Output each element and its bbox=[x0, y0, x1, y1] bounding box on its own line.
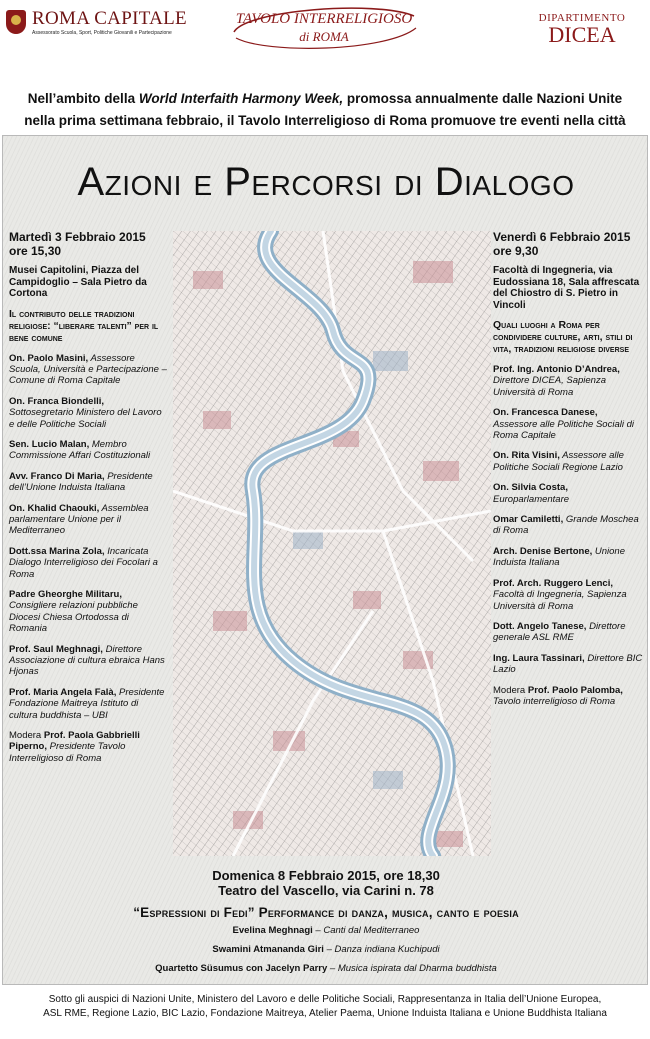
speaker-entry bbox=[9, 687, 169, 721]
day2-session-title: Quali luoghi a Roma per condividere culture, arti, stili di vita, tradizioni religiose diverse bbox=[493, 319, 633, 355]
performer-description: – Canti dal Mediterraneo bbox=[312, 925, 420, 936]
speaker-name: Arch. Denise Bertone, bbox=[493, 545, 593, 557]
day2-venue: Facoltà di Ingegneria, via Eudossiana 18, Sala affrescata del Chiostro di S. Pietro in Vincoli bbox=[493, 265, 640, 311]
day3-event-title: “Espressioni di Fedi” Performance di danza, musica, canto e poesia bbox=[133, 905, 519, 920]
speaker-entry bbox=[493, 450, 643, 473]
day1-venue: Musei Capitolini, Piazza del Campidoglio – Sala Pietro da Cortona bbox=[9, 265, 147, 299]
day1-speakers-list bbox=[9, 353, 169, 722]
speaker-entry bbox=[9, 589, 169, 635]
speaker-role: Grande Moschea di Roma bbox=[493, 514, 639, 537]
day1-time: ore 15,30 bbox=[9, 243, 62, 258]
intro-text bbox=[0, 88, 650, 132]
speaker-role: Consigliere relazioni pubbliche Diocesi Chiesa Ortodossa di Romania bbox=[9, 600, 138, 635]
speaker-role: Facoltà di Ingegneria, Sapienza Università di Roma bbox=[493, 589, 627, 612]
speaker-name: On. Khalid Chaouki, bbox=[9, 502, 100, 514]
day1-moderator bbox=[9, 730, 169, 764]
speaker-role: Assessore alle Politiche Sociali di Roma Capitale bbox=[493, 418, 634, 442]
speaker-name: Ing. Laura Tassinari, bbox=[493, 652, 585, 664]
tavolo-interreligioso-logo bbox=[226, 2, 422, 54]
speaker-role: Direttore DICEA, Sapienza Università di Roma bbox=[493, 375, 606, 398]
speaker-role: Assessore Scuola, Università e Partecipazione – Comune di Roma Capitale bbox=[9, 352, 167, 387]
speaker-name: Prof. Arch. Ruggero Lenci, bbox=[493, 577, 613, 589]
speaker-name: Dott. Angelo Tanese, bbox=[493, 620, 587, 632]
performer-description: – Musica ispirata dal Dharma buddhista bbox=[327, 963, 497, 974]
speaker-entry bbox=[9, 439, 169, 462]
speaker-role: Incaricata Dialogo Interreligioso dei Focolari a Roma bbox=[9, 545, 158, 580]
speaker-role: Europarlamentare bbox=[493, 493, 570, 505]
dicea-line1: DIPARTIMENTO bbox=[538, 12, 626, 24]
day2-moderator bbox=[493, 685, 643, 708]
speaker-role: Direttore generale ASL RME bbox=[493, 620, 626, 644]
poster-title: Azioni e Percorsi di Dialogo bbox=[77, 160, 575, 204]
moderator-label: Modera bbox=[493, 684, 528, 696]
speaker-entry bbox=[493, 621, 643, 644]
speaker-entry bbox=[9, 353, 169, 387]
speaker-role: Assessore alle Politiche Sociali Regione Lazio bbox=[493, 450, 624, 473]
moderator-role: Presidente Tavolo Interreligioso di Roma bbox=[9, 741, 126, 764]
speaker-name: On. Rita Visini, bbox=[493, 450, 560, 462]
speaker-name: Prof. Saul Meghnagi, bbox=[9, 643, 103, 655]
speaker-name: Padre Gheorghe Militaru, bbox=[9, 589, 122, 600]
tavolo-logo-line2: di ROMA bbox=[299, 29, 349, 44]
intro-line1-pre: Nell’ambito della bbox=[27, 91, 139, 106]
speaker-role: Presidente Fondazione Maitreya Istituto di cultura buddhista – UBI bbox=[9, 686, 165, 721]
speaker-entry bbox=[9, 503, 169, 537]
event-day1-column bbox=[9, 231, 169, 764]
event-day3-section bbox=[3, 868, 649, 974]
day1-session-title: Il contributo delle tradizioni religiose: “liberare talenti” per il bene comune bbox=[9, 307, 159, 344]
footer-line2: ASL RME, Regione Lazio, BIC Lazio, Fondazione Maitreya, Atelier Paema, Unione Induista Italiana e Unione Buddhista Italiana bbox=[43, 1008, 607, 1019]
speaker-name: On. Paolo Masini, bbox=[9, 352, 89, 364]
speaker-entry bbox=[9, 396, 169, 430]
speaker-entry bbox=[9, 471, 169, 494]
speaker-entry bbox=[493, 364, 643, 398]
performers-list bbox=[3, 925, 649, 974]
speaker-entry bbox=[493, 482, 643, 505]
speaker-name: Prof. Ing. Antonio D’Andrea, bbox=[493, 364, 620, 375]
poster bbox=[2, 135, 648, 985]
speaker-entry bbox=[493, 407, 643, 441]
speaker-name: On. Franca Biondelli, bbox=[9, 395, 105, 407]
speaker-role: Assemblea parlamentare Unione per il Mediterraneo bbox=[9, 502, 149, 537]
intro-line1-emphasis: World Interfaith Harmony Week, bbox=[138, 91, 344, 106]
speaker-entry bbox=[9, 546, 169, 580]
speaker-role: Unione Induista Italiana bbox=[493, 545, 625, 569]
speaker-name: On. Francesca Danese, bbox=[493, 407, 598, 419]
moderator-name: Prof. Paolo Palomba, bbox=[527, 684, 623, 696]
speaker-entry bbox=[493, 653, 643, 676]
day3-date: Domenica 8 Febbraio 2015, ore 18,30 bbox=[212, 868, 440, 883]
day2-time: ore 9,30 bbox=[493, 243, 539, 258]
roma-crest-icon bbox=[6, 10, 26, 34]
roma-capitale-title: ROMA CAPITALE bbox=[32, 8, 187, 29]
roma-capitale-subtitle: Assessorato Scuola, Sport, Politiche Giovanili e Partecipazione bbox=[32, 30, 172, 36]
performer-entry bbox=[3, 944, 649, 955]
speaker-role: Sottosegretario Ministero del Lavoro e delle Politiche Sociali bbox=[9, 407, 162, 430]
event-day2-column bbox=[493, 231, 643, 707]
speaker-entry bbox=[493, 514, 643, 537]
speaker-name: Prof. Maria Angela Falà, bbox=[9, 686, 117, 698]
tavolo-logo-line1: TAVOLO INTERRELIGIOSO bbox=[235, 11, 413, 27]
speaker-role: Direttore Associazione di cultura ebraica Hans Hjonas bbox=[9, 643, 165, 678]
day3-venue: Teatro del Vascello, via Carini n. 78 bbox=[218, 883, 434, 898]
speaker-entry bbox=[9, 644, 169, 678]
speaker-entry bbox=[493, 546, 643, 569]
dicea-logo bbox=[520, 12, 644, 48]
speaker-name: Sen. Lucio Malan, bbox=[9, 438, 90, 450]
footer-patronage bbox=[0, 993, 650, 1021]
speaker-role: Membro Commissione Affari Costituzionali bbox=[9, 438, 151, 462]
rome-map-illustration bbox=[173, 231, 491, 856]
moderator-label: Modera bbox=[9, 730, 44, 742]
dicea-line2: DICEA bbox=[548, 22, 616, 47]
speaker-role: Presidente dell’Unione Induista Italiana bbox=[9, 470, 153, 494]
performer-description: – Danza indiana Kuchipudi bbox=[323, 944, 440, 955]
roma-capitale-logo bbox=[6, 8, 206, 48]
speaker-role: Direttore BIC Lazio bbox=[493, 652, 643, 676]
performer-entry bbox=[3, 925, 649, 936]
footer-line1: Sotto gli auspici di Nazioni Unite, Ministero del Lavoro e delle Politiche Sociali, Rappresentanza in Italia dell’Unione Europea, bbox=[48, 994, 602, 1005]
speaker-name: Dott.ssa Marina Zola, bbox=[9, 545, 105, 557]
moderator-role: Tavolo interreligioso di Roma bbox=[493, 695, 616, 707]
day1-date: Martedì 3 Febbraio 2015 bbox=[9, 230, 146, 244]
day2-speakers-list bbox=[493, 364, 643, 676]
performer-name: Evelina Meghnagi bbox=[232, 925, 313, 936]
performer-name: Quartetto Süsumus con Jacelyn Parry bbox=[155, 963, 328, 974]
moderator-name: Prof. Paola Gabbrielli Piperno, bbox=[9, 730, 140, 753]
performer-entry bbox=[3, 963, 649, 974]
header bbox=[0, 0, 650, 80]
intro-line1 bbox=[0, 88, 650, 110]
speaker-name: On. Silvia Costa, bbox=[493, 482, 568, 494]
performer-name: Swamini Atmananda Giri bbox=[212, 944, 324, 955]
speaker-name: Avv. Franco Di Maria, bbox=[9, 470, 105, 482]
intro-line2: nella prima settimana febbraio, il Tavolo Interreligioso di Roma promuove tre eventi nella città bbox=[24, 113, 626, 128]
speaker-name: Omar Camiletti, bbox=[493, 514, 564, 526]
speaker-entry bbox=[493, 578, 643, 612]
intro-line1-post: promossa annualmente dalle Nazioni Unite bbox=[343, 91, 623, 106]
day2-date: Venerdì 6 Febbraio 2015 bbox=[493, 230, 631, 244]
